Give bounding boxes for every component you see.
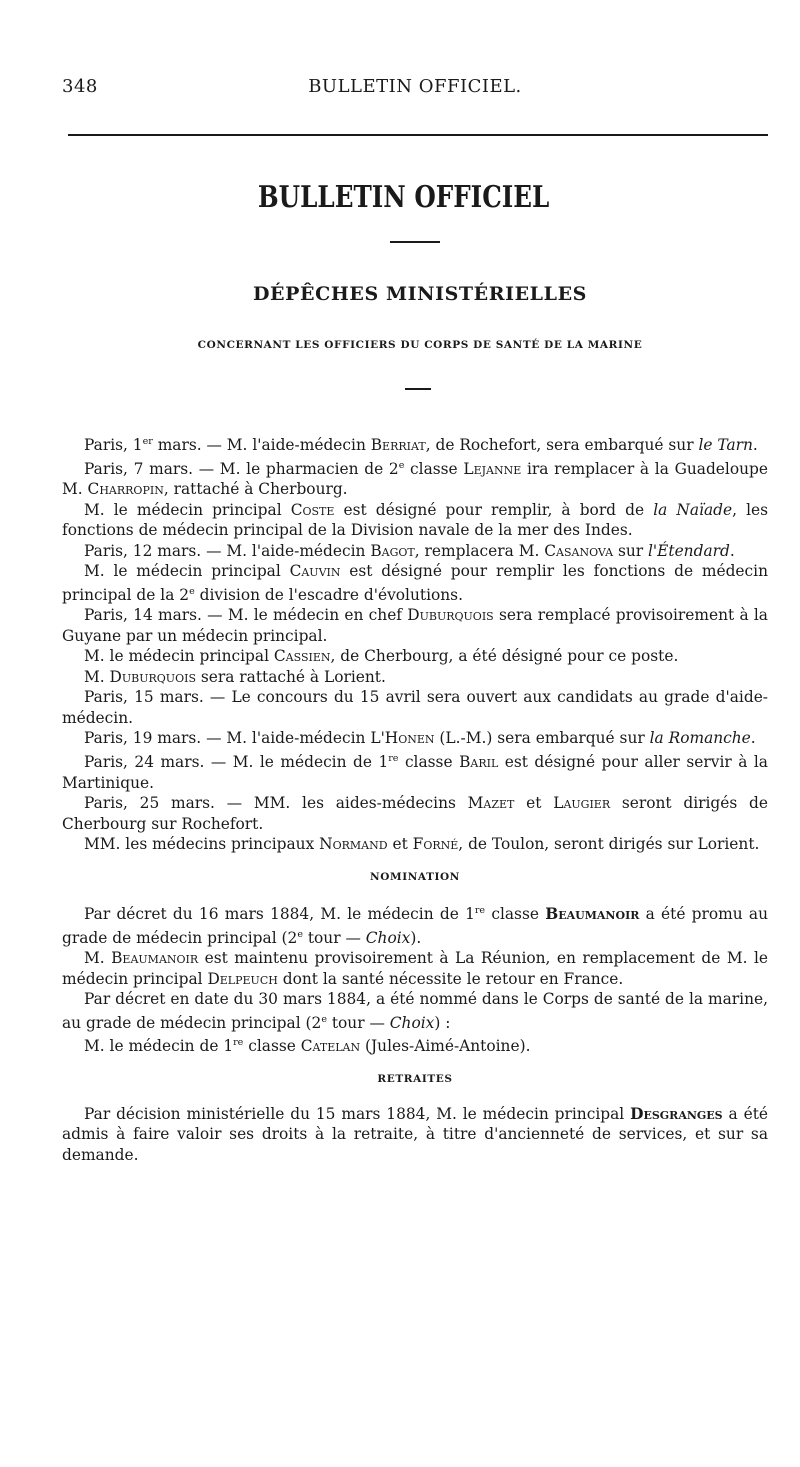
text-segment: M. le médecin principal bbox=[84, 562, 290, 581]
text-segment: M. le médecin de 1 bbox=[84, 1037, 234, 1056]
text-segment: , rattaché à Cherbourg. bbox=[163, 480, 348, 499]
text-segment: re bbox=[474, 905, 486, 916]
section-subtitle: CONCERNANT LES OFFICIERS DU CORPS DE SANTÉ DE LA MARINE bbox=[197, 339, 643, 351]
person-name: Normand bbox=[319, 835, 388, 853]
paragraph-p5 bbox=[62, 561, 768, 605]
text-segment: sera rattaché à Lorient. bbox=[195, 667, 386, 686]
person-name: Beaumanoir bbox=[111, 949, 199, 968]
paragraph-p6 bbox=[62, 605, 768, 646]
text-segment: , les fonctions de médecin principal de la Division navale de la mer des Indes. bbox=[62, 500, 769, 540]
text-segment: tour — bbox=[326, 1013, 390, 1032]
text-segment: la Romanche bbox=[649, 729, 751, 748]
bulletin-title: BULLETIN OFFICIEL bbox=[257, 180, 550, 215]
person-name: Cauvin bbox=[289, 562, 341, 581]
text-segment: Par décret en date du 30 mars 1884, a été nommé dans le Corps de santé de la marine, au grade de médecin principal (2 bbox=[62, 990, 768, 1032]
text-segment: seront dirigés de Cherbourg sur Rochefort. bbox=[62, 794, 769, 833]
text-segment: Paris, 14 mars. — M. le médecin en chef bbox=[84, 606, 408, 625]
person-name: L'Honen bbox=[370, 729, 435, 748]
paragraph-p11 bbox=[62, 749, 768, 793]
text-segment: Paris, 7 mars. — M. le pharmacien de 2 bbox=[84, 459, 399, 478]
person-name: Beaumanoir bbox=[545, 905, 640, 924]
text-segment: ira remplacer à la Guadeloupe M. bbox=[62, 459, 768, 499]
paragraph-p12 bbox=[62, 793, 768, 834]
text-segment: , de Toulon, seront dirigés sur Lorient. bbox=[458, 835, 760, 853]
text-segment: ). bbox=[410, 928, 422, 947]
text-segment: Paris, 1 bbox=[84, 436, 143, 455]
person-name: Charropin bbox=[87, 480, 164, 499]
paragraph-p15 bbox=[62, 948, 768, 989]
text-segment: classe bbox=[243, 1037, 301, 1056]
person-name: Duburquois bbox=[407, 606, 494, 625]
page-number: 348 bbox=[62, 76, 98, 97]
text-segment: division de l'escadre d'évolutions. bbox=[194, 585, 463, 604]
paragraph-p7 bbox=[62, 646, 768, 667]
section-heading-h_nomination bbox=[62, 867, 768, 888]
section-heading-h_retraites bbox=[62, 1069, 768, 1090]
text-segment: re bbox=[233, 1037, 244, 1049]
text-segment: NOMINATION bbox=[370, 870, 460, 883]
person-name: Delpeuch bbox=[207, 969, 278, 988]
paragraph-p14 bbox=[62, 901, 768, 948]
text-segment: M. le médecin principal bbox=[84, 647, 274, 666]
text-segment: , de Rochefort, sera embarqué sur bbox=[425, 436, 699, 455]
text-segment: classe bbox=[398, 753, 460, 771]
text-segment: e bbox=[189, 585, 195, 597]
text-segment: Paris, 12 mars. — M. l'aide-médecin bbox=[84, 541, 371, 560]
paragraph-p2 bbox=[62, 456, 768, 500]
text-segment: ) : bbox=[434, 1013, 451, 1032]
text-segment: est désigné pour remplir, à bord de bbox=[334, 500, 654, 519]
text-segment: est désigné pour remplir les fonctions de médecin principal de la 2 bbox=[62, 562, 768, 604]
paragraph-p13 bbox=[62, 834, 768, 855]
text-segment: et bbox=[387, 835, 413, 853]
text-segment: classe bbox=[404, 459, 464, 478]
person-name: Berriat bbox=[370, 436, 426, 455]
text-segment: Par décret du 16 mars 1884, M. le médecin de 1 bbox=[84, 905, 475, 924]
subtitle-divider bbox=[405, 388, 431, 390]
text-segment: Paris, 15 mars. — Le concours du 15 avril sera ouvert aux candidats au grade d'aide-médecin. bbox=[62, 688, 768, 727]
person-name: Lejanne bbox=[463, 459, 522, 478]
text-segment: mars. — M. l'aide-médecin bbox=[152, 436, 371, 455]
text-segment: . bbox=[752, 436, 758, 455]
text-segment: . bbox=[729, 541, 735, 560]
text-segment: classe bbox=[485, 905, 546, 924]
paragraph-p9 bbox=[62, 687, 768, 728]
text-segment: , remplacera M. bbox=[414, 541, 545, 560]
text-segment: sur bbox=[613, 541, 648, 560]
text-segment: est désigné pour aller servir à la Martinique. bbox=[62, 753, 768, 792]
text-segment: dont la santé nécessite le retour en France. bbox=[277, 969, 624, 988]
text-segment: er bbox=[142, 436, 153, 447]
person-name: Desgranges bbox=[630, 1104, 723, 1123]
text-segment: Paris, 25 mars. — MM. les aides-médecins bbox=[84, 794, 468, 812]
running-header bbox=[62, 76, 768, 100]
text-segment: RETRAITES bbox=[377, 1073, 453, 1085]
text-segment: la Naïade bbox=[653, 500, 733, 519]
paragraph-p1 bbox=[62, 432, 768, 456]
text-segment: a été admis à faire valoir ses droits à la retraite, à titre d'ancienneté de services, et sur sa demande. bbox=[62, 1104, 768, 1164]
person-name: Laugier bbox=[553, 794, 611, 812]
text-segment: Par décision ministérielle du 15 mars 1884, M. le médecin principal bbox=[84, 1104, 631, 1123]
text-segment: M. le médecin principal bbox=[84, 500, 291, 519]
paragraph-p16 bbox=[62, 989, 768, 1033]
paragraph-p8 bbox=[62, 667, 768, 688]
text-segment: M. bbox=[84, 667, 110, 686]
person-name: Bagot bbox=[370, 541, 415, 560]
text-segment: e bbox=[321, 1013, 327, 1025]
text-segment: Paris, 19 mars. — M. l'aide-médecin bbox=[84, 729, 371, 748]
header-rule bbox=[68, 134, 768, 136]
person-name: Cassien bbox=[273, 647, 331, 666]
text-segment: M. bbox=[84, 949, 112, 968]
paragraph-p3 bbox=[62, 500, 768, 541]
paragraph-p18 bbox=[62, 1104, 768, 1166]
paragraph-p17 bbox=[62, 1033, 768, 1057]
text-segment: . bbox=[750, 729, 756, 748]
running-title: BULLETIN OFFICIEL. bbox=[308, 76, 522, 97]
text-segment: e bbox=[297, 928, 303, 940]
person-name: Baril bbox=[459, 753, 499, 771]
text-segment: re bbox=[388, 752, 399, 764]
person-name: Mazet bbox=[467, 794, 515, 812]
person-name: Catelan bbox=[300, 1037, 361, 1056]
person-name: Casanova bbox=[544, 541, 614, 560]
text-segment: Paris, 24 mars. — M. le médecin de 1 bbox=[84, 753, 389, 771]
text-segment: tour — bbox=[302, 928, 366, 947]
dispatch-body bbox=[62, 432, 768, 1165]
text-segment: sera remplacé provisoirement à la Guyane par un médecin principal. bbox=[62, 606, 768, 645]
text-segment: le Tarn bbox=[698, 436, 753, 455]
person-name: Forné bbox=[412, 835, 459, 853]
text-segment: (Jules-Aimé-Antoine). bbox=[360, 1037, 531, 1056]
text-segment: a été promu au grade de médecin principal (2 bbox=[62, 905, 768, 947]
text-segment: et bbox=[514, 794, 554, 812]
text-segment: Choix bbox=[389, 1013, 435, 1032]
text-segment: MM. les médecins principaux bbox=[84, 835, 320, 853]
text-segment: Choix bbox=[365, 928, 411, 947]
section-title: DÉPÊCHES MINISTÉRIELLES bbox=[252, 283, 588, 305]
person-name: Duburquois bbox=[109, 667, 196, 686]
text-segment: (L.-M.) sera embarqué sur bbox=[434, 729, 650, 748]
person-name: Coste bbox=[290, 500, 335, 519]
title-divider bbox=[390, 241, 440, 243]
text-segment: e bbox=[398, 459, 405, 471]
text-segment: , de Cherbourg, a été désigné pour ce poste. bbox=[330, 647, 679, 666]
text-segment: est maintenu provisoirement à La Réunion, en remplacement de M. le médecin principal bbox=[62, 949, 768, 988]
paragraph-p10 bbox=[62, 728, 768, 749]
text-segment: l'Étendard bbox=[648, 541, 730, 560]
paragraph-p4 bbox=[62, 541, 768, 562]
